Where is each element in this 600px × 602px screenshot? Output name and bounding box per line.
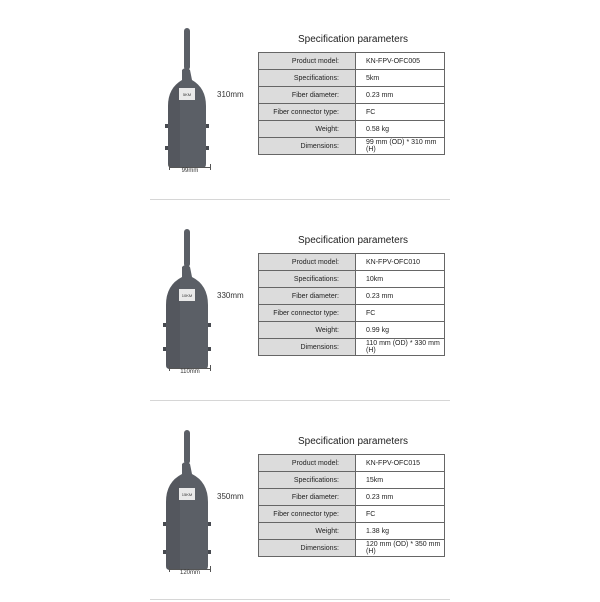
spec-key: Product model: <box>259 455 356 472</box>
spec-value: 0.23 mm <box>356 87 445 104</box>
table-row <box>259 254 445 271</box>
device-badge-text: 10KM <box>181 293 193 298</box>
spec-value: FC <box>356 506 445 523</box>
table-row <box>259 53 445 70</box>
spec-key: Dimensions: <box>259 138 356 155</box>
spec-value: 0.99 kg <box>356 322 445 339</box>
spec-table <box>258 454 445 557</box>
table-row <box>259 472 445 489</box>
spec-value: KN-FPV-OFC005 <box>356 53 445 70</box>
height-label: 330mm <box>217 291 244 300</box>
spec-value: 0.23 mm <box>356 489 445 506</box>
table-row <box>259 322 445 339</box>
spec-value: 15km <box>356 472 445 489</box>
table-row <box>259 339 445 356</box>
spec-value: 1.38 kg <box>356 523 445 540</box>
product-section-2 <box>0 201 600 401</box>
device-badge-text: 5KM <box>182 92 192 97</box>
spec-key: Weight: <box>259 322 356 339</box>
table-row <box>259 138 445 155</box>
width-label: 99mm <box>181 168 199 174</box>
product-section-3 <box>0 402 600 602</box>
spec-key: Product model: <box>259 53 356 70</box>
spec-key: Product model: <box>259 254 356 271</box>
table-row <box>259 305 445 322</box>
spec-title: Specification parameters <box>297 235 409 246</box>
fiber-spool-image <box>160 28 216 170</box>
spec-value: FC <box>356 104 445 121</box>
spec-key: Fiber diameter: <box>259 87 356 104</box>
fiber-spool-icon <box>160 229 216 371</box>
spec-table <box>258 52 445 155</box>
spec-value: KN-FPV-OFC015 <box>356 455 445 472</box>
spec-key: Weight: <box>259 523 356 540</box>
spec-key: Fiber diameter: <box>259 489 356 506</box>
section-divider <box>150 400 450 401</box>
spec-value: 5km <box>356 70 445 87</box>
spec-value: 99 mm (OD) * 310 mm (H) <box>356 138 445 155</box>
table-row <box>259 506 445 523</box>
spec-key: Weight: <box>259 121 356 138</box>
spec-value: FC <box>356 305 445 322</box>
device-badge-text: 15KM <box>181 492 193 497</box>
spec-value: 0.23 mm <box>356 288 445 305</box>
table-row <box>259 489 445 506</box>
table-row <box>259 455 445 472</box>
spec-value: KN-FPV-OFC010 <box>356 254 445 271</box>
spec-table <box>258 253 445 356</box>
spec-key: Specifications: <box>259 271 356 288</box>
spec-value: 110 mm (OD) * 330 mm (H) <box>356 339 445 356</box>
spec-key: Specifications: <box>259 70 356 87</box>
fiber-spool-image <box>160 229 216 371</box>
spec-title: Specification parameters <box>297 34 409 45</box>
spec-key: Fiber diameter: <box>259 288 356 305</box>
product-section-1 <box>0 0 600 200</box>
fiber-spool-image <box>160 430 216 572</box>
table-row <box>259 121 445 138</box>
table-row <box>259 87 445 104</box>
spec-key: Dimensions: <box>259 540 356 557</box>
table-row <box>259 540 445 557</box>
spec-key: Fiber connector type: <box>259 506 356 523</box>
table-row <box>259 104 445 121</box>
fiber-spool-icon <box>160 430 216 572</box>
table-row <box>259 70 445 87</box>
spec-key: Fiber connector type: <box>259 104 356 121</box>
table-row <box>259 271 445 288</box>
spec-value: 120 mm (OD) * 350 mm (H) <box>356 540 445 557</box>
spec-key: Fiber connector type: <box>259 305 356 322</box>
spec-key: Dimensions: <box>259 339 356 356</box>
height-label: 310mm <box>217 90 244 99</box>
fiber-spool-icon <box>160 28 216 170</box>
table-row <box>259 523 445 540</box>
width-label: 110mm <box>180 369 200 375</box>
spec-value: 10km <box>356 271 445 288</box>
spec-value: 0.58 kg <box>356 121 445 138</box>
spec-key: Specifications: <box>259 472 356 489</box>
width-label: 120mm <box>179 570 200 576</box>
section-divider <box>150 199 450 200</box>
spec-title: Specification parameters <box>297 436 409 447</box>
table-row <box>259 288 445 305</box>
height-label: 350mm <box>217 492 244 501</box>
